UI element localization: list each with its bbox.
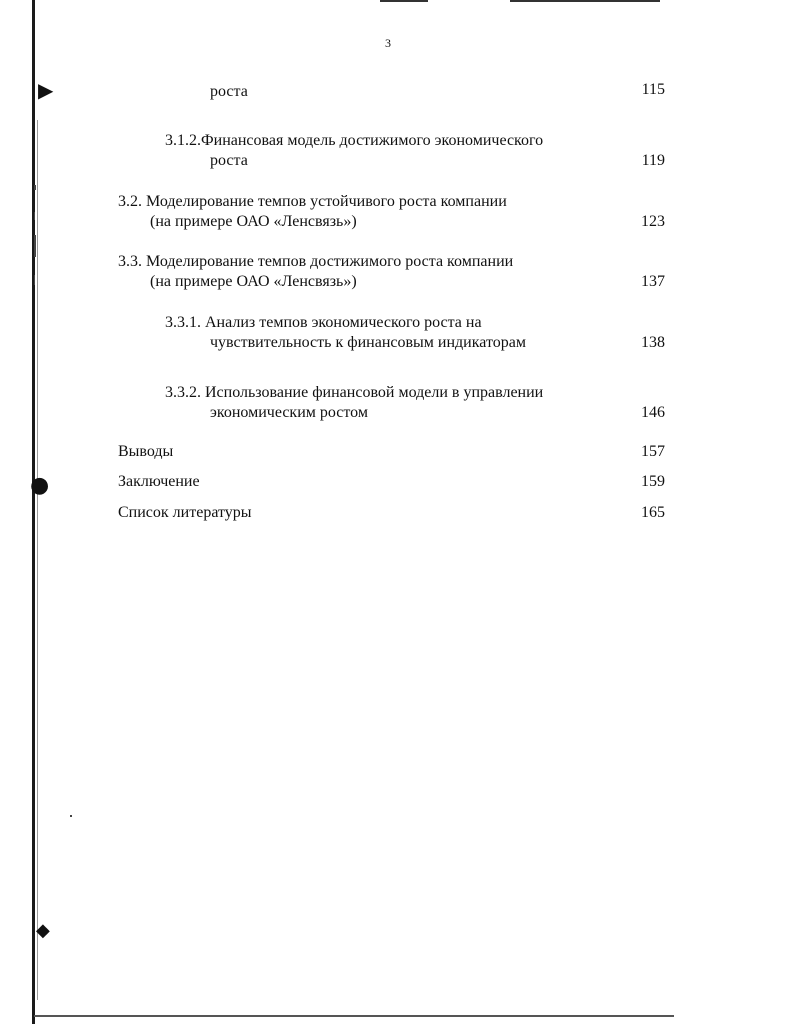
toc-entry-page: 157 [641, 443, 665, 460]
scan-speck [34, 212, 35, 220]
scan-left-edge-line [37, 120, 38, 1000]
toc-entry-line: роста [210, 152, 248, 169]
scan-bottom-rule [34, 1015, 674, 1017]
toc-entry-line: Заключение [118, 473, 200, 490]
toc-entry-line: 3.3. Моделирование темпов достижимого роста компании [118, 253, 514, 270]
toc-entry-title [210, 80, 248, 102]
toc-entry-line: (на примере ОАО «Ленсвязь») [150, 273, 357, 290]
scan-top-rule [510, 0, 660, 2]
scan-left-edge [32, 0, 35, 1024]
toc-entry-title [165, 313, 526, 353]
toc-entry-line: Выводы [118, 443, 174, 460]
scan-speck [34, 235, 36, 257]
toc-entry-line: экономическим ростом [210, 404, 368, 421]
scan-blot: ▶ [38, 78, 54, 102]
page-number: 3 [385, 36, 391, 50]
toc-entry-title [118, 192, 507, 232]
scan-speck [34, 275, 35, 285]
toc-entry-page: 159 [641, 473, 665, 490]
toc-entry-line: 3.3.1. Анализ темпов экономического роста на [165, 314, 482, 331]
scan-top-rule [380, 0, 428, 2]
toc-entry-line: Список литературы [118, 504, 252, 521]
toc-entry-line: 3.1.2.Финансовая модель достижимого экономического [165, 132, 544, 149]
scan-speck [34, 185, 36, 190]
toc-entry-line: чувствительность к финансовым индикаторам [210, 334, 526, 351]
toc-entry-title [118, 472, 200, 492]
toc-entry-title [165, 131, 543, 171]
scan-blot: ● [30, 473, 50, 498]
toc-entry-line: 3.2. Моделирование темпов устойчивого роста компании [118, 193, 507, 210]
toc-entry-line: 3.3.2. Использование финансовой модели в управлении [165, 384, 544, 401]
toc-entry-title [118, 503, 252, 523]
toc-entry-page: 137 [641, 273, 665, 290]
toc-entry-line: (на примере ОАО «Ленсвязь») [150, 213, 357, 230]
toc-entry-page: 123 [641, 213, 665, 230]
toc-entry-page: 146 [641, 404, 665, 421]
toc-entry-page: 119 [641, 152, 665, 169]
toc-entry-line: роста [210, 83, 248, 100]
scan-blot: ◆ [36, 920, 50, 941]
toc-entry-page: 115 [641, 81, 665, 98]
toc-entry-title [165, 383, 543, 423]
toc-entry-title [118, 252, 513, 292]
toc-entry-title [118, 442, 173, 462]
scan-speck [70, 815, 72, 817]
toc-entry-page: 165 [641, 504, 665, 521]
toc-entry-page: 138 [641, 334, 665, 351]
